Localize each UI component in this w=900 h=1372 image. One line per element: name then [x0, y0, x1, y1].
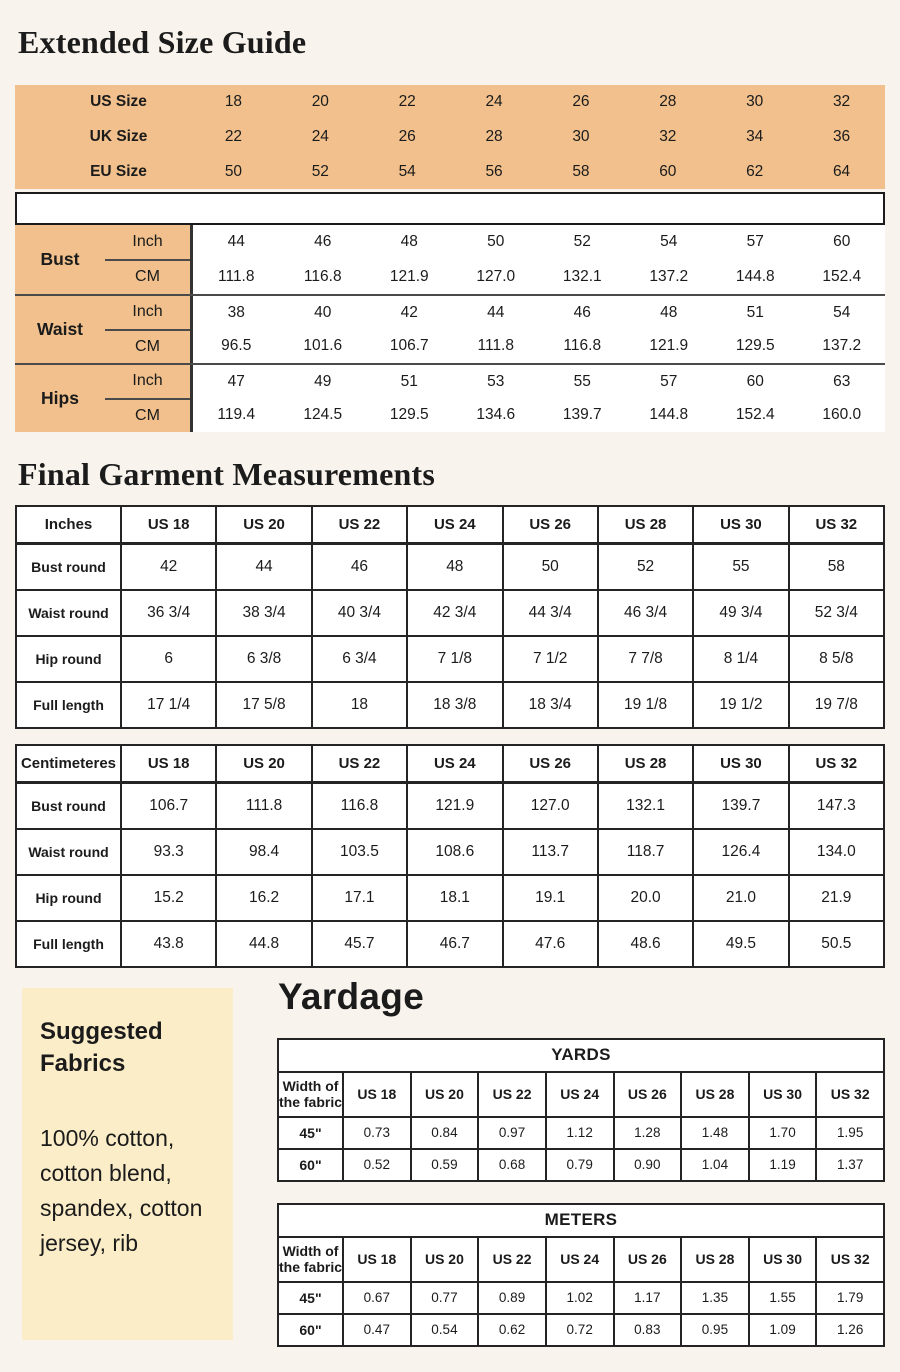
cell-value: 19.1	[503, 875, 598, 921]
yardage-value: 0.54	[411, 1314, 479, 1346]
cell-value: 18 3/8	[407, 682, 502, 728]
cell-value: 106.7	[121, 783, 216, 829]
yardage-value: 0.83	[614, 1314, 682, 1346]
column-header: US 26	[614, 1072, 682, 1117]
row-label: Waist round	[16, 590, 121, 636]
hips-cm-value: 144.8	[649, 406, 689, 424]
column-header: US 22	[478, 1072, 546, 1117]
fabric-width-header: Width of the fabric	[278, 1237, 343, 1282]
bust-cm-value: 132.1	[562, 267, 602, 285]
unit-column	[105, 296, 190, 363]
row-label: US Size	[90, 93, 147, 111]
table-row-eu-size	[15, 154, 885, 189]
bust-inch-value: 54	[660, 233, 678, 251]
row-label: Hip round	[16, 875, 121, 921]
hips-cm-value: 124.5	[303, 406, 343, 424]
yardage-value: 1.04	[681, 1149, 749, 1181]
column-header: US 28	[598, 745, 693, 783]
size-value: 36	[832, 127, 851, 145]
row-label: Bust round	[16, 783, 121, 829]
column-header: US 18	[343, 1072, 411, 1117]
cell-value: 17 5/8	[216, 682, 311, 728]
bust-cm-value: 116.8	[303, 267, 342, 285]
size-value: 56	[485, 162, 503, 180]
waist-cm-value: 121.9	[649, 337, 689, 355]
size-conversion-table	[15, 85, 885, 189]
table-row-hip-round	[16, 636, 884, 682]
waist-cm-value: 129.5	[735, 337, 775, 355]
cell-value: 118.7	[598, 829, 693, 875]
column-header: US 20	[411, 1237, 479, 1282]
size-value: 26	[398, 127, 416, 145]
column-header: US 28	[681, 1072, 749, 1117]
unit-label-inch: Inch	[105, 225, 190, 261]
cell-value: 7 7/8	[598, 636, 693, 682]
column-header: US 18	[343, 1237, 411, 1282]
size-value: 54	[398, 162, 416, 180]
bust-inch-value: 60	[833, 233, 851, 251]
cell-value: 50.5	[789, 921, 884, 967]
table-row-us-size	[15, 85, 885, 120]
yardage-value: 1.70	[749, 1117, 817, 1149]
column-header: US 24	[407, 745, 502, 783]
garment-table-centimeters	[15, 744, 885, 968]
table-row-full-length	[16, 682, 884, 728]
cell-value: 6	[121, 636, 216, 682]
size-value: 22	[398, 93, 416, 111]
cell-value: 7 1/8	[407, 636, 502, 682]
bust-cm-value: 144.8	[735, 267, 775, 285]
table-row-60in	[278, 1314, 884, 1346]
cell-value: 47.6	[503, 921, 598, 967]
size-value: 26	[572, 93, 590, 111]
cell-value: 116.8	[312, 783, 407, 829]
size-value: 30	[572, 127, 590, 145]
size-value: 32	[659, 127, 677, 145]
cell-value: 42	[121, 544, 216, 590]
column-header: US 26	[503, 506, 598, 544]
measurement-group-waist	[15, 294, 885, 363]
yardage-value: 1.26	[816, 1314, 884, 1346]
bust-inch-value: 50	[487, 233, 505, 251]
yardage-table-yards	[277, 1038, 885, 1182]
cell-value: 19 1/2	[693, 682, 788, 728]
table-row-60in	[278, 1149, 884, 1181]
cell-value: 6 3/4	[312, 636, 407, 682]
bust-inch-value: 52	[573, 233, 591, 251]
column-header: US 30	[693, 506, 788, 544]
waist-inch-value: 51	[746, 303, 764, 321]
cell-value: 93.3	[121, 829, 216, 875]
cell-value: 52	[598, 544, 693, 590]
table-header-row	[278, 1237, 884, 1282]
bust-cm-value: 111.8	[218, 267, 255, 285]
cell-value: 19 1/8	[598, 682, 693, 728]
cell-value: 58	[789, 544, 884, 590]
yardage-value: 1.48	[681, 1117, 749, 1149]
column-header: US 32	[816, 1072, 884, 1117]
yardage-value: 0.77	[411, 1282, 479, 1314]
column-header: US 28	[598, 506, 693, 544]
cell-value: 113.7	[503, 829, 598, 875]
row-label: 45"	[278, 1117, 343, 1149]
yardage-value: 0.72	[546, 1314, 614, 1346]
table-title: METERS	[278, 1204, 884, 1237]
page-title: Extended Size Guide	[18, 24, 307, 60]
waist-cm-value: 101.6	[303, 337, 343, 355]
size-value: 24	[485, 93, 503, 111]
unit-label-cm: CM	[135, 268, 160, 286]
column-header: US 24	[407, 506, 502, 544]
bottom-section	[0, 976, 900, 1370]
spacer-row	[15, 192, 885, 225]
size-guide-page	[0, 22, 900, 1372]
hips-cm-value: 139.7	[562, 406, 602, 424]
row-label: Bust round	[16, 544, 121, 590]
cell-value: 18	[312, 682, 407, 728]
cell-value: 50	[503, 544, 598, 590]
yardage-value: 1.37	[816, 1149, 884, 1181]
cell-value: 108.6	[407, 829, 502, 875]
suggested-fabrics-box	[22, 988, 233, 1340]
hips-inch-value: 53	[487, 372, 505, 390]
yardage-value: 0.52	[343, 1149, 411, 1181]
table-header-row	[16, 745, 884, 783]
unit-column	[105, 365, 190, 432]
yardage-title: Yardage	[278, 975, 425, 1017]
cell-value: 44 3/4	[503, 590, 598, 636]
yardage-value: 0.89	[478, 1282, 546, 1314]
yardage-value: 0.90	[614, 1149, 682, 1181]
table-title-row	[278, 1039, 884, 1072]
group-label: Bust	[15, 225, 105, 294]
yardage-value: 1.17	[614, 1282, 682, 1314]
waist-inch-value: 40	[314, 303, 332, 321]
table-header-row	[16, 506, 884, 544]
cell-value: 48	[407, 544, 502, 590]
column-header: US 28	[681, 1237, 749, 1282]
hips-cm-value: 134.6	[476, 406, 516, 424]
table-row-bust-round	[16, 544, 884, 590]
column-header: US 32	[789, 506, 884, 544]
unit-header: Inches	[16, 506, 121, 544]
bust-inch-value: 46	[314, 233, 332, 251]
cell-value: 36 3/4	[121, 590, 216, 636]
unit-column	[105, 225, 190, 294]
column-header: US 30	[693, 745, 788, 783]
column-header: US 20	[411, 1072, 479, 1117]
bust-cm-value: 137.2	[649, 267, 689, 285]
body-measurements-table	[15, 225, 885, 432]
cell-value: 21.0	[693, 875, 788, 921]
cell-value: 127.0	[503, 783, 598, 829]
waist-cm-value: 116.8	[563, 337, 602, 355]
hips-inch-value: 63	[833, 372, 851, 390]
row-label: EU Size	[90, 162, 147, 180]
cell-value: 46.7	[407, 921, 502, 967]
column-header: US 18	[121, 745, 216, 783]
cell-value: 21.9	[789, 875, 884, 921]
fabric-width-header: Width of the fabric	[278, 1072, 343, 1117]
yardage-value: 1.35	[681, 1282, 749, 1314]
garment-table-inches	[15, 505, 885, 729]
table-row-uk-size	[15, 120, 885, 155]
cell-value: 43.8	[121, 921, 216, 967]
cell-value: 45.7	[312, 921, 407, 967]
size-value: 58	[572, 162, 590, 180]
table-row-bust-round	[16, 783, 884, 829]
unit-header: Centimeteres	[16, 745, 121, 783]
waist-inch-value: 46	[573, 303, 591, 321]
row-label: Full length	[16, 921, 121, 967]
cell-value: 7 1/2	[503, 636, 598, 682]
size-value: 22	[224, 127, 243, 145]
table-row-45in	[278, 1117, 884, 1149]
column-header: US 22	[478, 1237, 546, 1282]
group-label: Hips	[15, 365, 105, 432]
yardage-value: 0.47	[343, 1314, 411, 1346]
hips-inch-value: 60	[746, 372, 764, 390]
cell-value: 49.5	[693, 921, 788, 967]
yardage-value: 0.68	[478, 1149, 546, 1181]
hips-cm-value: 129.5	[389, 406, 429, 424]
table-header-row	[278, 1072, 884, 1117]
measurement-group-bust	[15, 225, 885, 294]
size-value: 30	[746, 93, 764, 111]
garment-measurements-title: Final Garment Measurements	[18, 456, 435, 493]
yardage-value: 0.79	[546, 1149, 614, 1181]
size-value: 28	[659, 93, 677, 111]
yardage-value: 1.95	[816, 1117, 884, 1149]
row-label: UK Size	[89, 127, 148, 145]
cell-value: 121.9	[407, 783, 502, 829]
cell-value: 8 1/4	[693, 636, 788, 682]
size-value: 52	[311, 162, 329, 180]
size-value: 62	[746, 162, 764, 180]
column-header: US 24	[546, 1072, 614, 1117]
column-header: US 30	[749, 1237, 817, 1282]
waist-cm-value: 96.5	[221, 337, 252, 355]
unit-label-cm: CM	[135, 406, 160, 424]
unit-label-inch: Inch	[105, 296, 190, 331]
size-value: 60	[659, 162, 677, 180]
column-header: US 18	[121, 506, 216, 544]
hips-inch-value: 57	[660, 372, 678, 390]
hips-cm-value: 160.0	[822, 406, 862, 424]
row-label: 60"	[278, 1314, 343, 1346]
column-header: US 26	[503, 745, 598, 783]
size-value: 50	[224, 162, 243, 180]
hips-cm-value: 152.4	[735, 406, 775, 424]
cell-value: 18.1	[407, 875, 502, 921]
cell-value: 49 3/4	[693, 590, 788, 636]
column-header: US 26	[614, 1237, 682, 1282]
table-row-hip-round	[16, 875, 884, 921]
values-area	[190, 365, 885, 432]
hips-inch-value: 55	[573, 372, 591, 390]
yardage-value: 0.67	[343, 1282, 411, 1314]
yardage-value: 1.55	[749, 1282, 817, 1314]
row-label: Waist round	[16, 829, 121, 875]
cell-value: 55	[693, 544, 788, 590]
cell-value: 134.0	[789, 829, 884, 875]
bust-inch-value: 48	[400, 233, 418, 251]
column-header: US 32	[789, 745, 884, 783]
cell-value: 52 3/4	[789, 590, 884, 636]
column-header: US 22	[312, 745, 407, 783]
yardage-value: 0.73	[343, 1117, 411, 1149]
suggested-fabrics-title: Suggested Fabrics	[40, 1017, 163, 1077]
cell-value: 19 7/8	[789, 682, 884, 728]
column-header: US 32	[816, 1237, 884, 1282]
bust-inch-value: 57	[746, 233, 764, 251]
yardage-value: 0.95	[681, 1314, 749, 1346]
hips-inch-value: 47	[227, 372, 245, 390]
cell-value: 44.8	[216, 921, 311, 967]
cell-value: 46	[312, 544, 407, 590]
cell-value: 38 3/4	[216, 590, 311, 636]
cell-value: 44	[216, 544, 311, 590]
cell-value: 126.4	[693, 829, 788, 875]
yardage-value: 0.59	[411, 1149, 479, 1181]
cell-value: 147.3	[789, 783, 884, 829]
hips-inch-value: 51	[400, 372, 418, 390]
yardage-value: 1.79	[816, 1282, 884, 1314]
cell-value: 17.1	[312, 875, 407, 921]
measurement-group-hips	[15, 363, 885, 432]
row-label: 60"	[278, 1149, 343, 1181]
table-title: YARDS	[278, 1039, 884, 1072]
cell-value: 98.4	[216, 829, 311, 875]
size-value: 32	[832, 93, 851, 111]
column-header: US 20	[216, 506, 311, 544]
hips-inch-value: 49	[314, 372, 332, 390]
cell-value: 17 1/4	[121, 682, 216, 728]
bust-cm-value: 152.4	[822, 267, 862, 285]
values-area	[190, 296, 885, 363]
table-row-full-length	[16, 921, 884, 967]
waist-cm-value: 137.2	[822, 337, 862, 355]
column-header: US 24	[546, 1237, 614, 1282]
yardage-value: 1.02	[546, 1282, 614, 1314]
cell-value: 15.2	[121, 875, 216, 921]
group-label: Waist	[15, 296, 105, 363]
table-row-45in	[278, 1282, 884, 1314]
yardage-value: 0.84	[411, 1117, 479, 1149]
row-label: Hip round	[16, 636, 121, 682]
size-value: 34	[746, 127, 764, 145]
cell-value: 42 3/4	[407, 590, 502, 636]
yardage-value: 1.28	[614, 1117, 682, 1149]
size-value: 64	[832, 162, 851, 180]
cell-value: 103.5	[312, 829, 407, 875]
cell-value: 18 3/4	[503, 682, 598, 728]
waist-inch-value: 54	[833, 303, 851, 321]
hips-cm-value: 119.4	[217, 406, 256, 424]
unit-label-cm: CM	[135, 337, 160, 355]
size-value: 28	[485, 127, 503, 145]
cell-value: 46 3/4	[598, 590, 693, 636]
suggested-fabrics-list: 100% cotton, cotton blend, spandex, cotton jersey, rib	[40, 1125, 203, 1257]
bust-cm-value: 121.9	[389, 267, 429, 285]
table-title-row	[278, 1204, 884, 1237]
column-header: US 20	[216, 745, 311, 783]
cell-value: 48.6	[598, 921, 693, 967]
size-value: 24	[311, 127, 329, 145]
cell-value: 139.7	[693, 783, 788, 829]
row-label: Full length	[16, 682, 121, 728]
column-header: US 22	[312, 506, 407, 544]
yardage-table-meters	[277, 1203, 885, 1347]
cell-value: 20.0	[598, 875, 693, 921]
table-row-waist-round	[16, 829, 884, 875]
waist-inch-value: 44	[487, 303, 505, 321]
yardage-value: 1.19	[749, 1149, 817, 1181]
table-row-waist-round	[16, 590, 884, 636]
cell-value: 40 3/4	[312, 590, 407, 636]
yardage-value: 1.12	[546, 1117, 614, 1149]
cell-value: 132.1	[598, 783, 693, 829]
waist-inch-value: 48	[660, 303, 678, 321]
waist-cm-value: 111.8	[477, 337, 514, 355]
waist-inch-value: 38	[227, 303, 245, 321]
bust-cm-value: 127.0	[476, 267, 516, 285]
size-value: 18	[224, 93, 243, 111]
yardage-value: 1.09	[749, 1314, 817, 1346]
column-header: US 30	[749, 1072, 817, 1117]
cell-value: 111.8	[216, 783, 311, 829]
yardage-value: 0.97	[478, 1117, 546, 1149]
bust-inch-value: 44	[227, 233, 245, 251]
unit-label-inch: Inch	[105, 365, 190, 400]
cell-value: 6 3/8	[216, 636, 311, 682]
waist-cm-value: 106.7	[389, 337, 429, 355]
waist-inch-value: 42	[400, 303, 418, 321]
yardage-value: 0.62	[478, 1314, 546, 1346]
values-area	[190, 225, 885, 294]
cell-value: 8 5/8	[789, 636, 884, 682]
cell-value: 16.2	[216, 875, 311, 921]
row-label: 45"	[278, 1282, 343, 1314]
size-value: 20	[311, 93, 329, 111]
